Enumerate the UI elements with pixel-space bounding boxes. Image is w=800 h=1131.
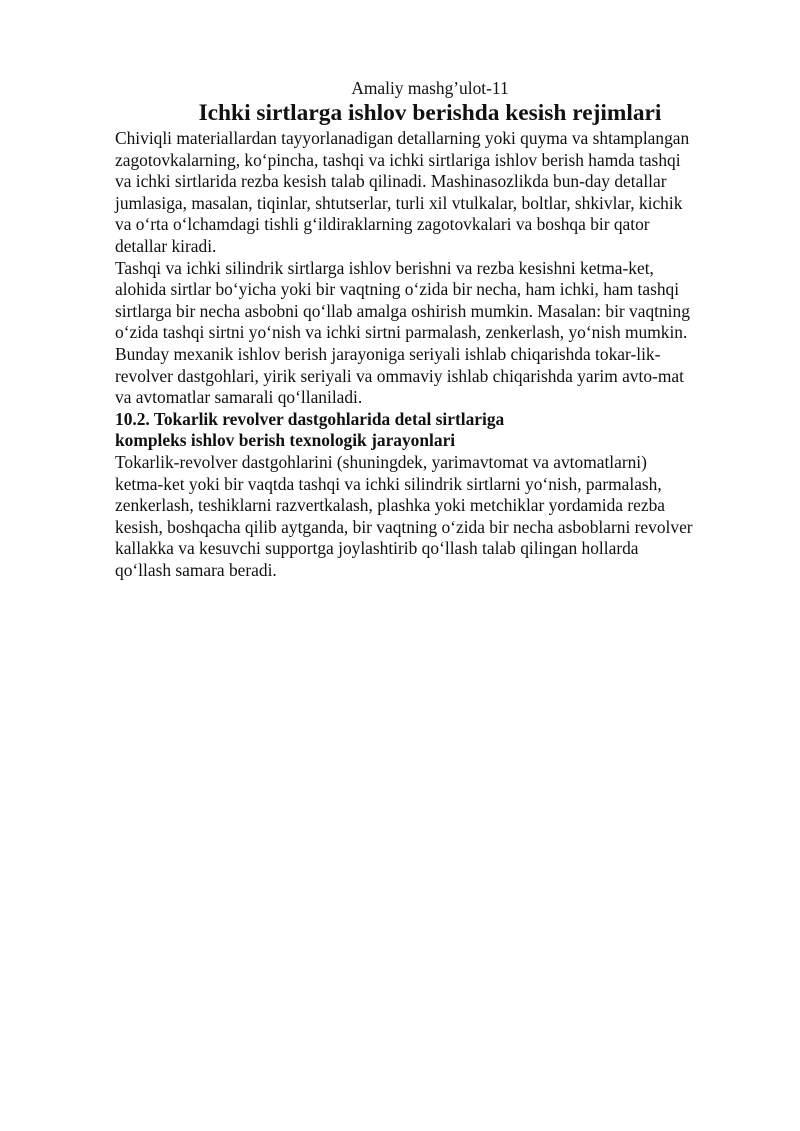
section-heading: 10.2. Tokarlik revolver dastgohlarida detal sirtlariga kompleks ishlov berish texnologik jarayonlari [115, 408, 505, 451]
paragraph-1: Chiviqli materiallardan tayyorlanadigan detallarning yoki quyma va shtamplangan zagotovkalarning, ko‘pincha, tashqi va ichki sirtlariga ishlov berish hamda tashqi va ichki sirtlarida rezba kesish talab qilinadi. Mashinasozlikda bun-day detallar jumlasiga, masalan, tiqinlar, shtutserlar, turli xil vtulkalar, boltlar, shkivlar, kichik va o‘rta o‘lchamdagi tishli g‘ildiraklarning zagotovkalari va boshqa bir qator detallar kiradi. [115, 128, 690, 256]
document-title: Ichki sirtlarga ishlov berishda kesish rejimlari [198, 100, 662, 126]
paragraph-2: Tashqi va ichki silindrik sirtlarga ishlov berishni va rezba kesishni ketma-ket, alohida sirtlar bo‘yicha yoki bir vaqtning o‘zida bir necha, ham ichki, ham tashqi sirtlarga bir necha asbobni qo‘llab amalga oshirish mumkin. Masalan: bir vaqtning o‘zida tashqi sirtni yo‘nish va ichki sirtni parmalash, zenkerlash, yo‘nish mumkin. Bunday mexanik ishlov berish jarayoniga seriyali ishlab chiqarishda tokar-lik- revolver dastgohlari, yirik seriyali va ommaviy ishlab chiqarishda yarim avto-mat va avtomatlar samarali qo‘llaniladi. [115, 257, 690, 408]
document-body [115, 77, 745, 581]
section-paragraph: Tokarlik-revolver dastgohlarini (shuningdek, yarimavtomat va avtomatlarni) ketma-ket yoki bir vaqtda tashqi va ichki silindrik sirtlarni yo‘nish, parmalash, zenkerlash, teshiklarni razvertkalash, plashka yoki metchiklar yordamida rezba kesish, boshqacha qilib aytganda, bir vaqtning o‘zida bir necha asboblarni revolver kallakka va kesuvchi supportga joylashtirib qo‘llash talab qilingan hollarda qo‘llash samara beradi. [115, 451, 693, 580]
document-subtitle: Amaliy mashg’ulot-11 [351, 78, 509, 98]
